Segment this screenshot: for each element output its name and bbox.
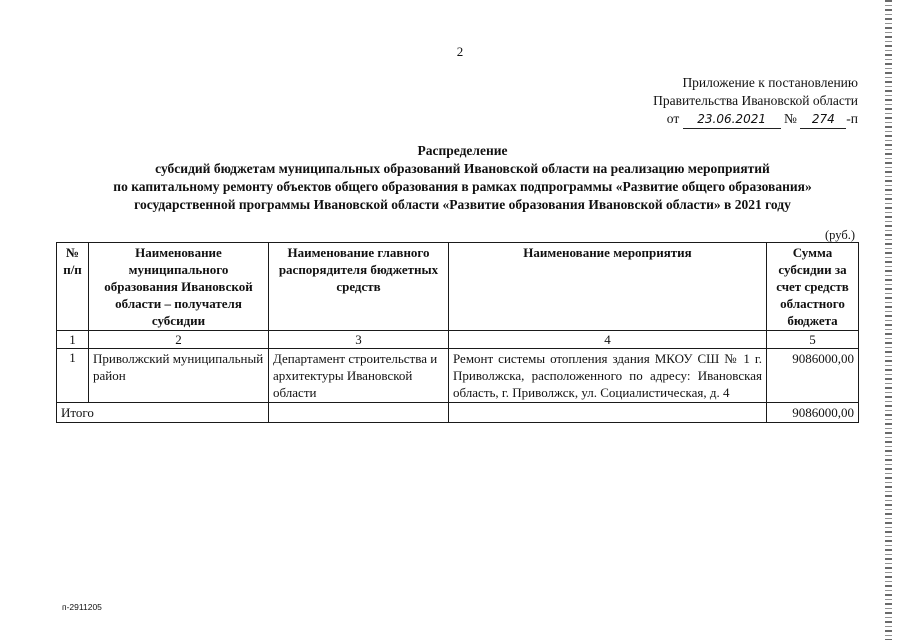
appendix-header [653, 74, 858, 129]
column-number-row [57, 331, 859, 349]
header-municipality: Наименование муниципального образования Ивановской области – получателя субсидии [89, 243, 269, 331]
header-num: № п/п [57, 243, 89, 331]
handwritten-number: 274 [800, 110, 846, 129]
total-label: Итого [57, 403, 269, 423]
title-line-1: Распределение [417, 143, 508, 158]
total-row [57, 403, 859, 423]
document-code: п-2911205 [62, 602, 102, 612]
total-empty-cell [449, 403, 767, 423]
header-administrator: Наименование главного распорядителя бюджетных средств [269, 243, 449, 331]
scan-edge-marks [885, 0, 892, 640]
appendix-line-2: Правительства Ивановской области [653, 93, 858, 108]
title-line-2: субсидий бюджетам муниципальных образований Ивановской области на реализацию мероприятий [155, 161, 770, 176]
column-number: 1 [57, 331, 89, 349]
table-header-row [57, 243, 859, 331]
title-line-3: по капитальному ремонту объектов общего образования в рамках подпрограммы «Развитие общего образования» [113, 179, 812, 194]
row-activity: Ремонт системы отопления здания МКОУ СШ № 1 г. Приволжска, расположенного по адресу: Ивановская область, г. Приволжск, ул. Социалистическая, д. 4 [449, 349, 767, 403]
from-label: от [666, 111, 680, 126]
column-number: 2 [89, 331, 269, 349]
page-number: 2 [456, 44, 464, 59]
column-number: 3 [269, 331, 449, 349]
appendix-line-1: Приложение к постановлению [682, 75, 858, 90]
row-amount: 9086000,00 [767, 349, 859, 403]
currency-unit: (руб.) [825, 228, 855, 242]
document-title [40, 142, 885, 214]
total-amount: 9086000,00 [767, 403, 859, 423]
table-row [57, 349, 859, 403]
row-municipality: Приволжский муниципальный район [89, 349, 269, 403]
total-empty-cell [269, 403, 449, 423]
header-activity: Наименование мероприятия [449, 243, 767, 331]
row-num: 1 [57, 349, 89, 403]
column-number: 5 [767, 331, 859, 349]
column-number: 4 [449, 331, 767, 349]
number-label: № [784, 111, 797, 126]
distribution-table [56, 242, 859, 423]
row-administrator: Департамент строительства и архитектуры Ивановской области [269, 349, 449, 403]
handwritten-date: 23.06.2021 [683, 110, 781, 129]
title-line-4: государственной программы Ивановской области «Развитие образования Ивановской области» в 2021 году [134, 197, 791, 212]
number-suffix: -п [846, 111, 858, 126]
header-amount: Сумма субсидии за счет средств областного бюджета [767, 243, 859, 331]
appendix-line-3 [653, 110, 858, 129]
